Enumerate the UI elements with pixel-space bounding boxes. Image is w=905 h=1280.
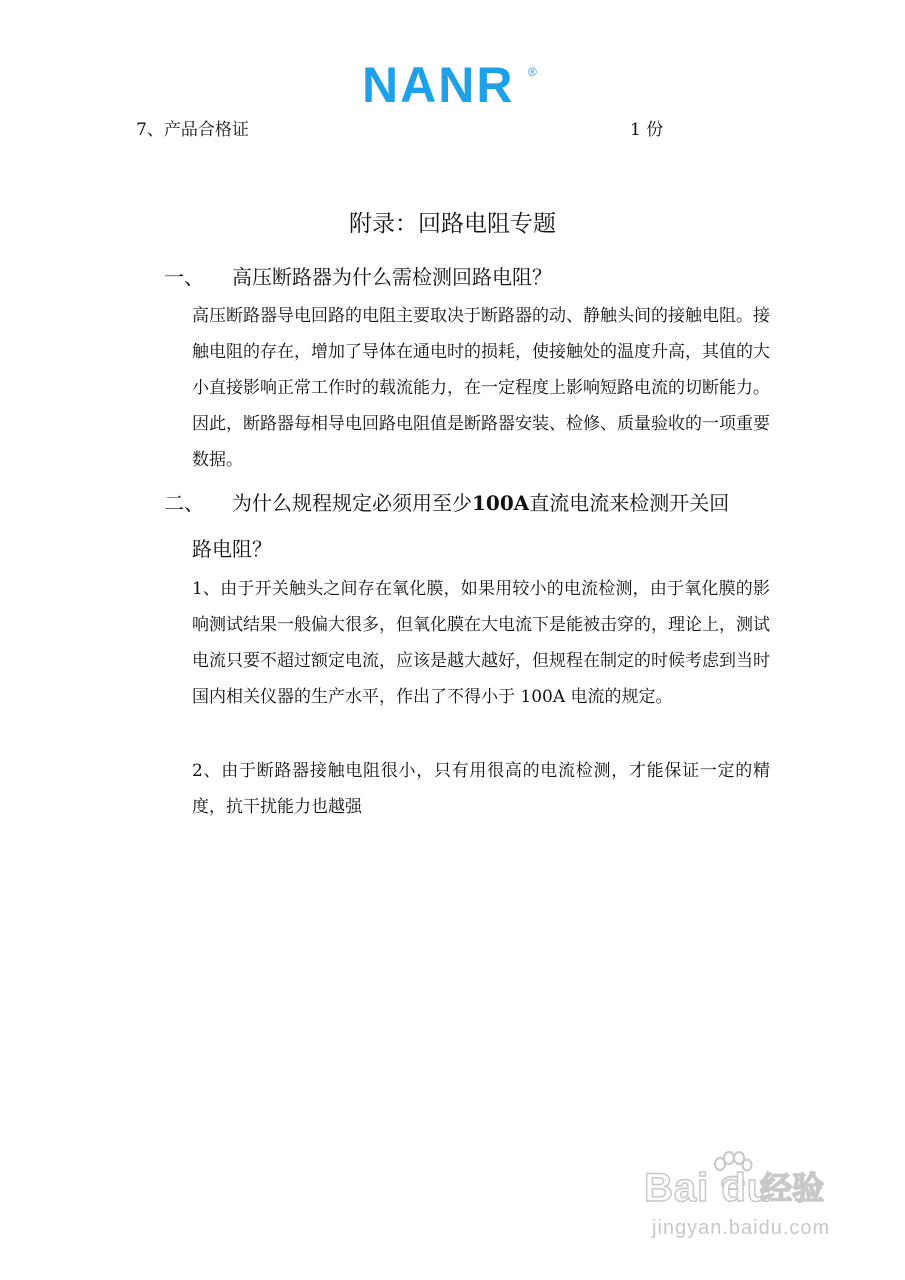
section-1-paragraph: 高压断路器导电回路的电阻主要取决于断路器的动、静触头间的接触电阻。接触电阻的存在，增加了导体在通电时的损耗，使接触处的温度升高，其值的大小直接影响正常工作时的载流能力，在一定程度上影响短路电流的切断能力。因此，断路器每相导电回路电阻值是断路器安装、检修、质量验收的一项重要数据。: [192, 306, 770, 470]
section-2-title-post: 直流电流来检测开关回: [529, 491, 730, 515]
watermark-url: jingyan.baidu.com: [652, 1217, 831, 1239]
section-2-title-pre: 为什么规程规定必须用至少: [232, 491, 472, 515]
section-2-point-2: 2、由于断路器接触电阻很小，只有用很高的电流检测，才能保证一定的精度，抗干扰能力也越强: [192, 761, 770, 817]
watermark-brand: Bai du: [644, 1166, 773, 1210]
section-1-title: 高压断路器为什么需检测回路电阻？: [232, 265, 552, 289]
section-2-title: [232, 488, 729, 518]
nanr-logo: NANR: [362, 57, 515, 113]
section-2-title-bold: 100A: [472, 491, 530, 515]
item-7-quantity: 1 份: [630, 120, 664, 140]
baidu-jingyan-watermark: [640, 1150, 870, 1260]
registered-mark: ®: [528, 65, 537, 79]
section-2-title-line2: 路电阻？: [192, 537, 272, 561]
item-7-label: 7、产品合格证: [136, 120, 249, 140]
section-2-number: 二、: [164, 491, 204, 515]
watermark-cn: 经验: [760, 1169, 825, 1207]
appendix-title: 附录：回路电阻专题: [349, 211, 556, 237]
section-1-number: 一、: [164, 265, 204, 289]
section-2-point-1: 1、由于开关触头之间存在氧化膜，如果用较小的电流检测，由于氧化膜的影响测试结果一般偏大很多，但氧化膜在大电流下是能被击穿的，理论上，测试电流只要不超过额定电流，应该是越大越好，但规程在制定的时候考虑到当时国内相关仪器的生产水平，作出了不得小于 100A 电流的规定。: [192, 579, 770, 707]
